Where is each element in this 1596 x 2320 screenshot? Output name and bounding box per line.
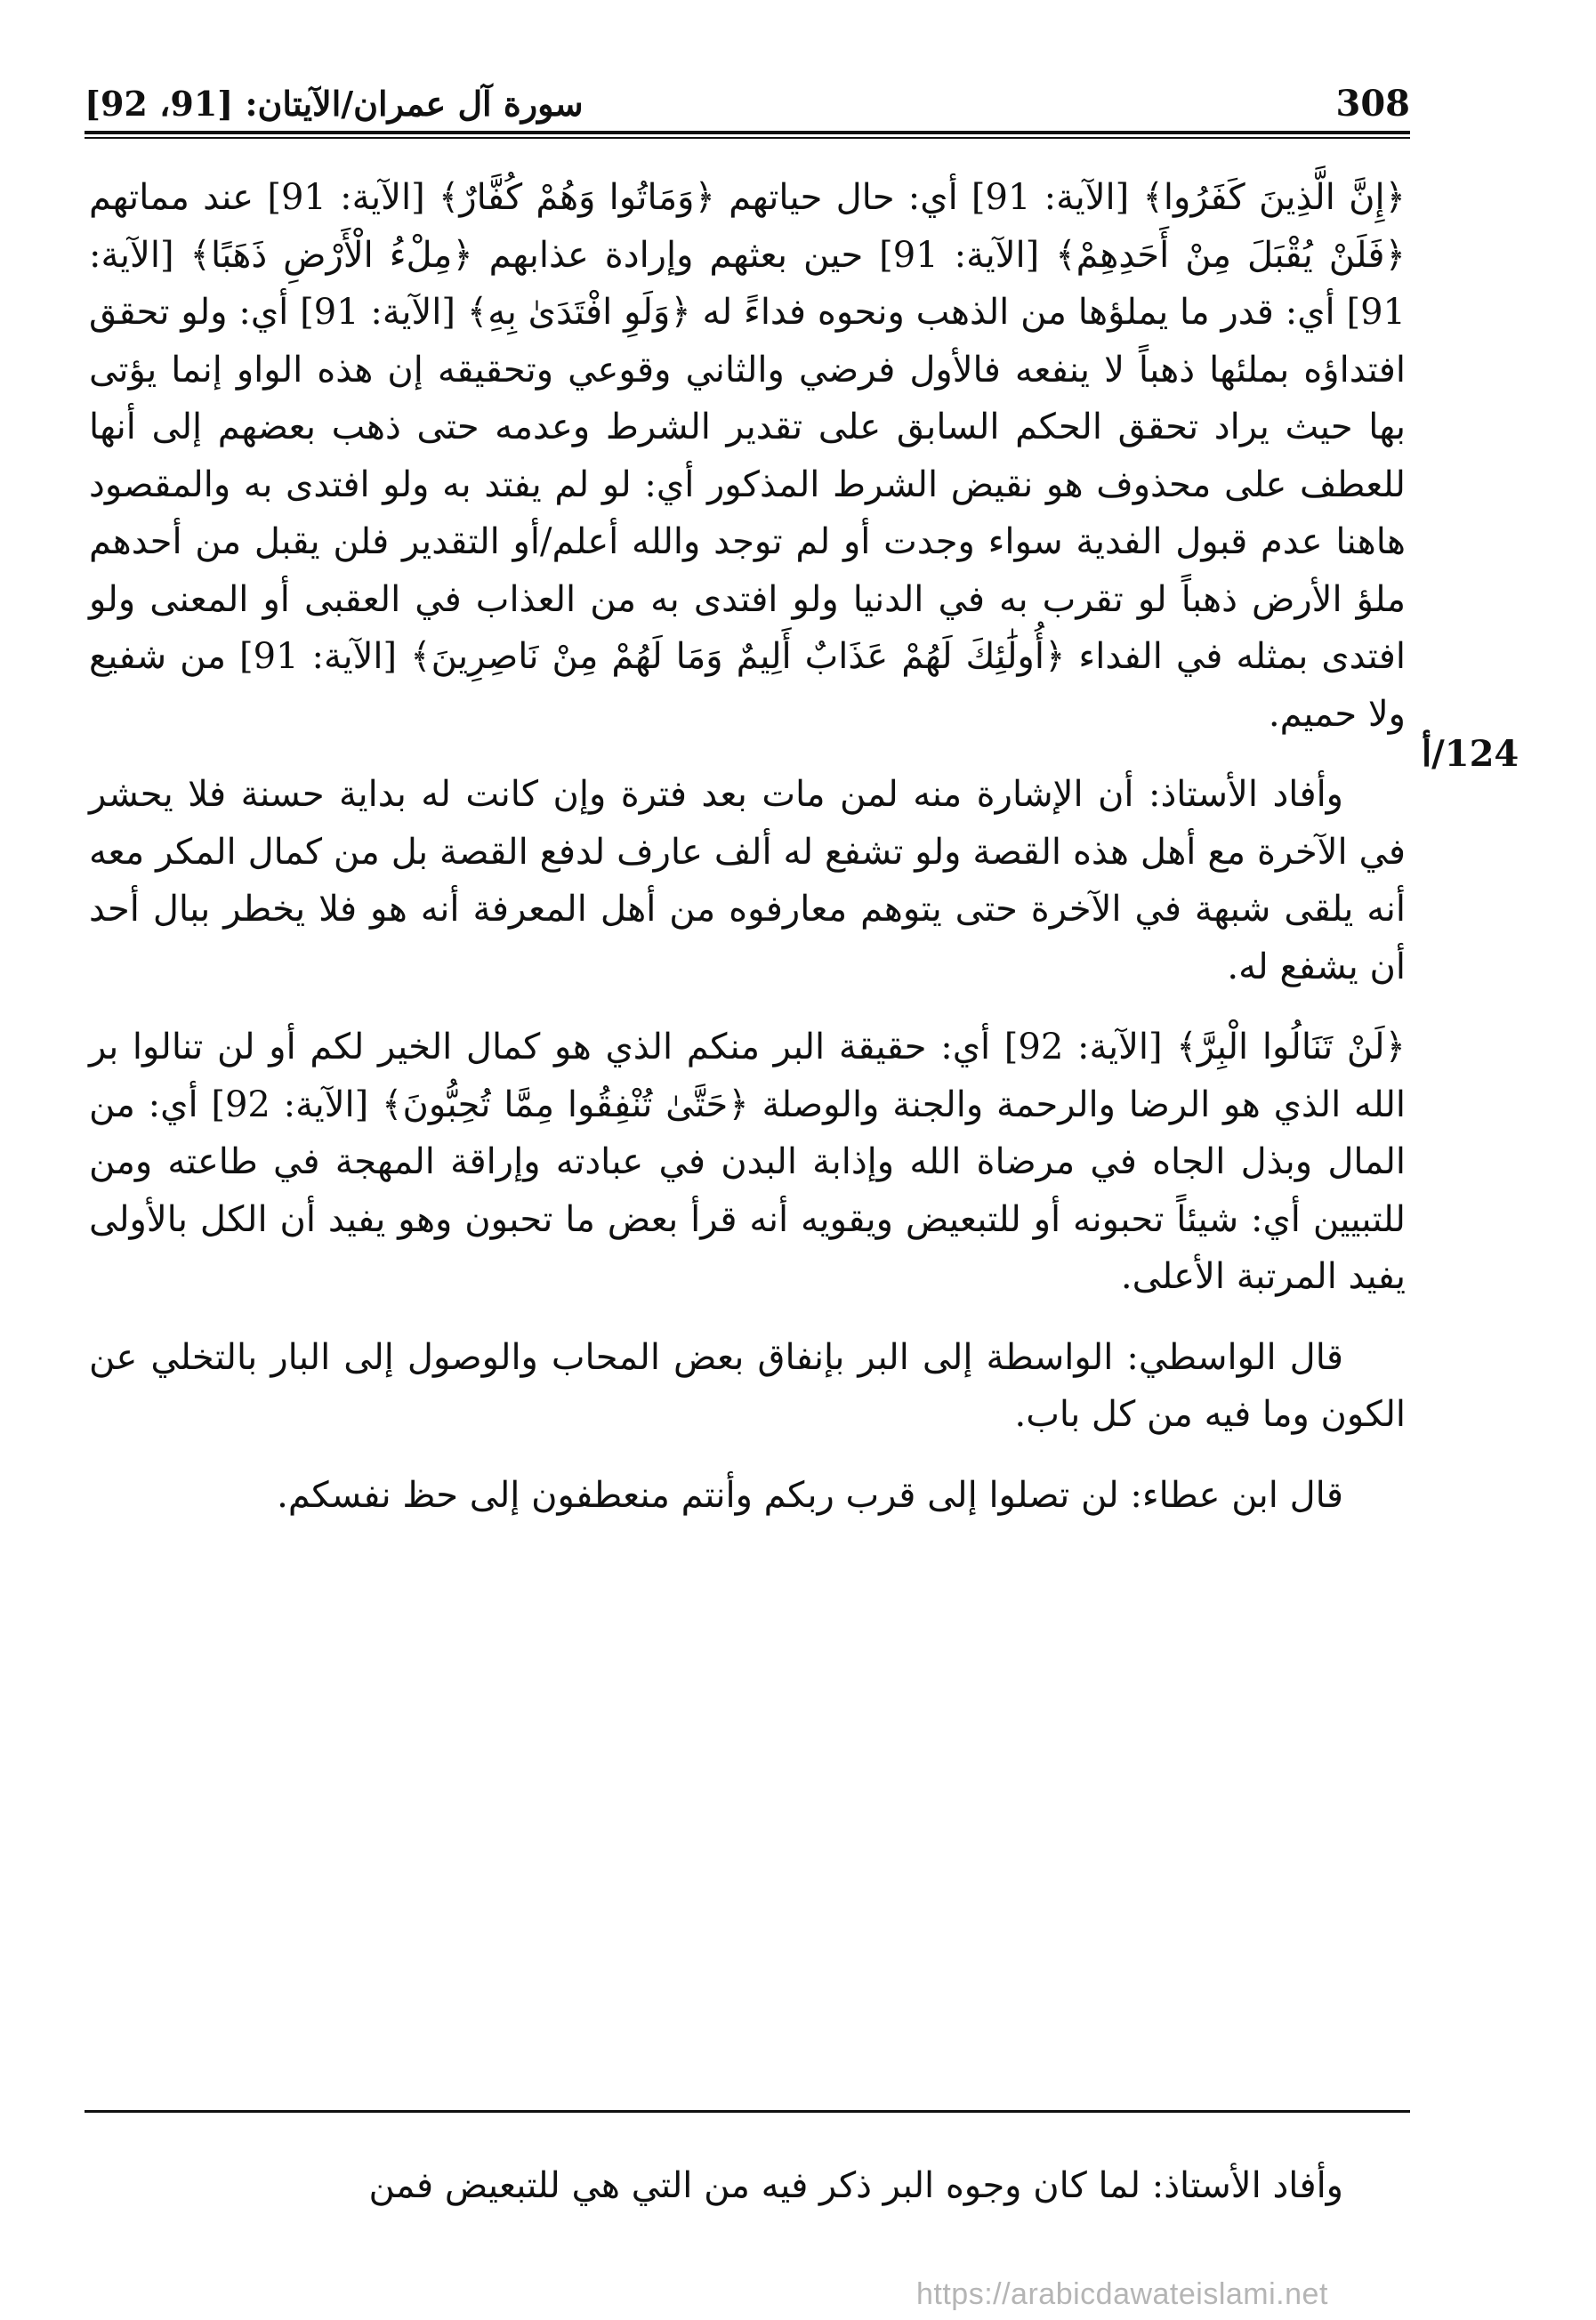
main-text — [89, 169, 1406, 1524]
watermark-url: https://arabicdawateislami.net — [916, 2277, 1328, 2311]
paragraph-verse-92: ﴿لَنْ تَنَالُوا الْبِرَّ﴾ [الآية: 92] أي: حقيقة البر منكم الذي هو كمال الخير لكم أو لن تنالوا بر الله الذي هو الرضا والرحمة والجنة والوصلة ﴿حَتَّىٰ تُنْفِقُوا مِمَّا تُحِبُّونَ﴾ [الآية: 92] أي: من المال وبذل الجاه في مرضاة الله وإذابة البدن في عبادته وإراقة المهجة في طاعته ومن للتبيين أي: شيئاً تحبونه أو للتبعيض ويقويه أنه قرأ بعض ما تحبون وهو يفيد أن الكل بالأولى يفيد المرتبة الأعلى. — [89, 1027, 1406, 1297]
page-header — [85, 82, 1410, 126]
paragraph-verse-91: ﴿إِنَّ الَّذِينَ كَفَرُوا﴾ [الآية: 91] أي: حال حياتهم ﴿وَمَاتُوا وَهُمْ كُفَّارٌ﴾ [الآية: 91] عند مماتهم ﴿فَلَنْ يُقْبَلَ مِنْ أَحَدِهِمْ﴾ [الآية: 91] حين بعثهم وإرادة عذابهم ﴿مِلْءُ الْأَرْضِ ذَهَبًا﴾ [الآية: 91] أي: قدر ما يملؤها من الذهب ونحوه فداءً له ﴿وَلَوِ افْتَدَىٰ بِهِ﴾ [الآية: 91] أي: ولو تحقق افتداؤه بملئها ذهباً لا ينفعه فالأول فرضي والثاني وقوعي وتحقيقه إن هذه الواو إنما يؤتى بها حيث يراد تحقق الحكم السابق على تقدير الشرط وعدمه حتى ذهب بعضهم إلى أنها للعطف على محذوف هو نقيض الشرط المذكور أي: لو لم يفتد به ولو افتدى به والمقصود هاهنا عدم قبول الفدية سواء وجدت أو لم توجد والله أعلم/أو التقدير فلن يقبل من أحدهم ملؤ الأرض ذهباً لو تقرب به في الدنيا ولو افتدى به من العذاب في العقبى أو المعنى ولو افتدى بمثله في الفداء ﴿أُولَٰئِكَ لَهُمْ عَذَابٌ أَلِيمٌ وَمَا لَهُمْ مِنْ نَاصِرِينَ﴾ [الآية: 91] من شفيع ولا حميم. — [89, 177, 1406, 735]
paragraph-ustadh-commentary: وأفاد الأستاذ: أن الإشارة منه لمن مات بعد فترة وإن كانت له بداية حسنة فلا يحشر في الآخرة مع أهل هذه القصة ولو تشفع له ألف عارف لدفع القصة بل من كمال المكر معه أنه يلقى شبهة في الآخرة حتى يتوهم معارفوه من أهل المعرفة أنه هو فلا يخطر ببال أحد أن يشفع له. — [89, 774, 1407, 987]
footnote-rule — [85, 2110, 1410, 2113]
manuscript-folio-marker: 124/أ — [1422, 733, 1519, 775]
header-rule-thick — [85, 131, 1410, 134]
page-number: 308 — [1335, 83, 1410, 125]
footnote-text: وأفاد الأستاذ: لما كان وجوه البر ذكر فيه من التي هي للتبعيض فمن — [368, 2165, 1343, 2206]
paragraph-ibn-ata: قال ابن عطاء: لن تصلوا إلى قرب ربكم وأنتم منعطفون إلى حظ نفسكم. — [277, 1474, 1343, 1516]
paragraph-wasiti: قال الواسطي: الواسطة إلى البر بإنفاق بعض المحاب والوصول إلى البار بالتخلي عن الكون وما فيه من كل باب. — [89, 1336, 1406, 1435]
running-title: سورة آل عمران/الآيتان: [91، 92] — [85, 84, 584, 124]
header-rule-thin — [85, 137, 1410, 139]
